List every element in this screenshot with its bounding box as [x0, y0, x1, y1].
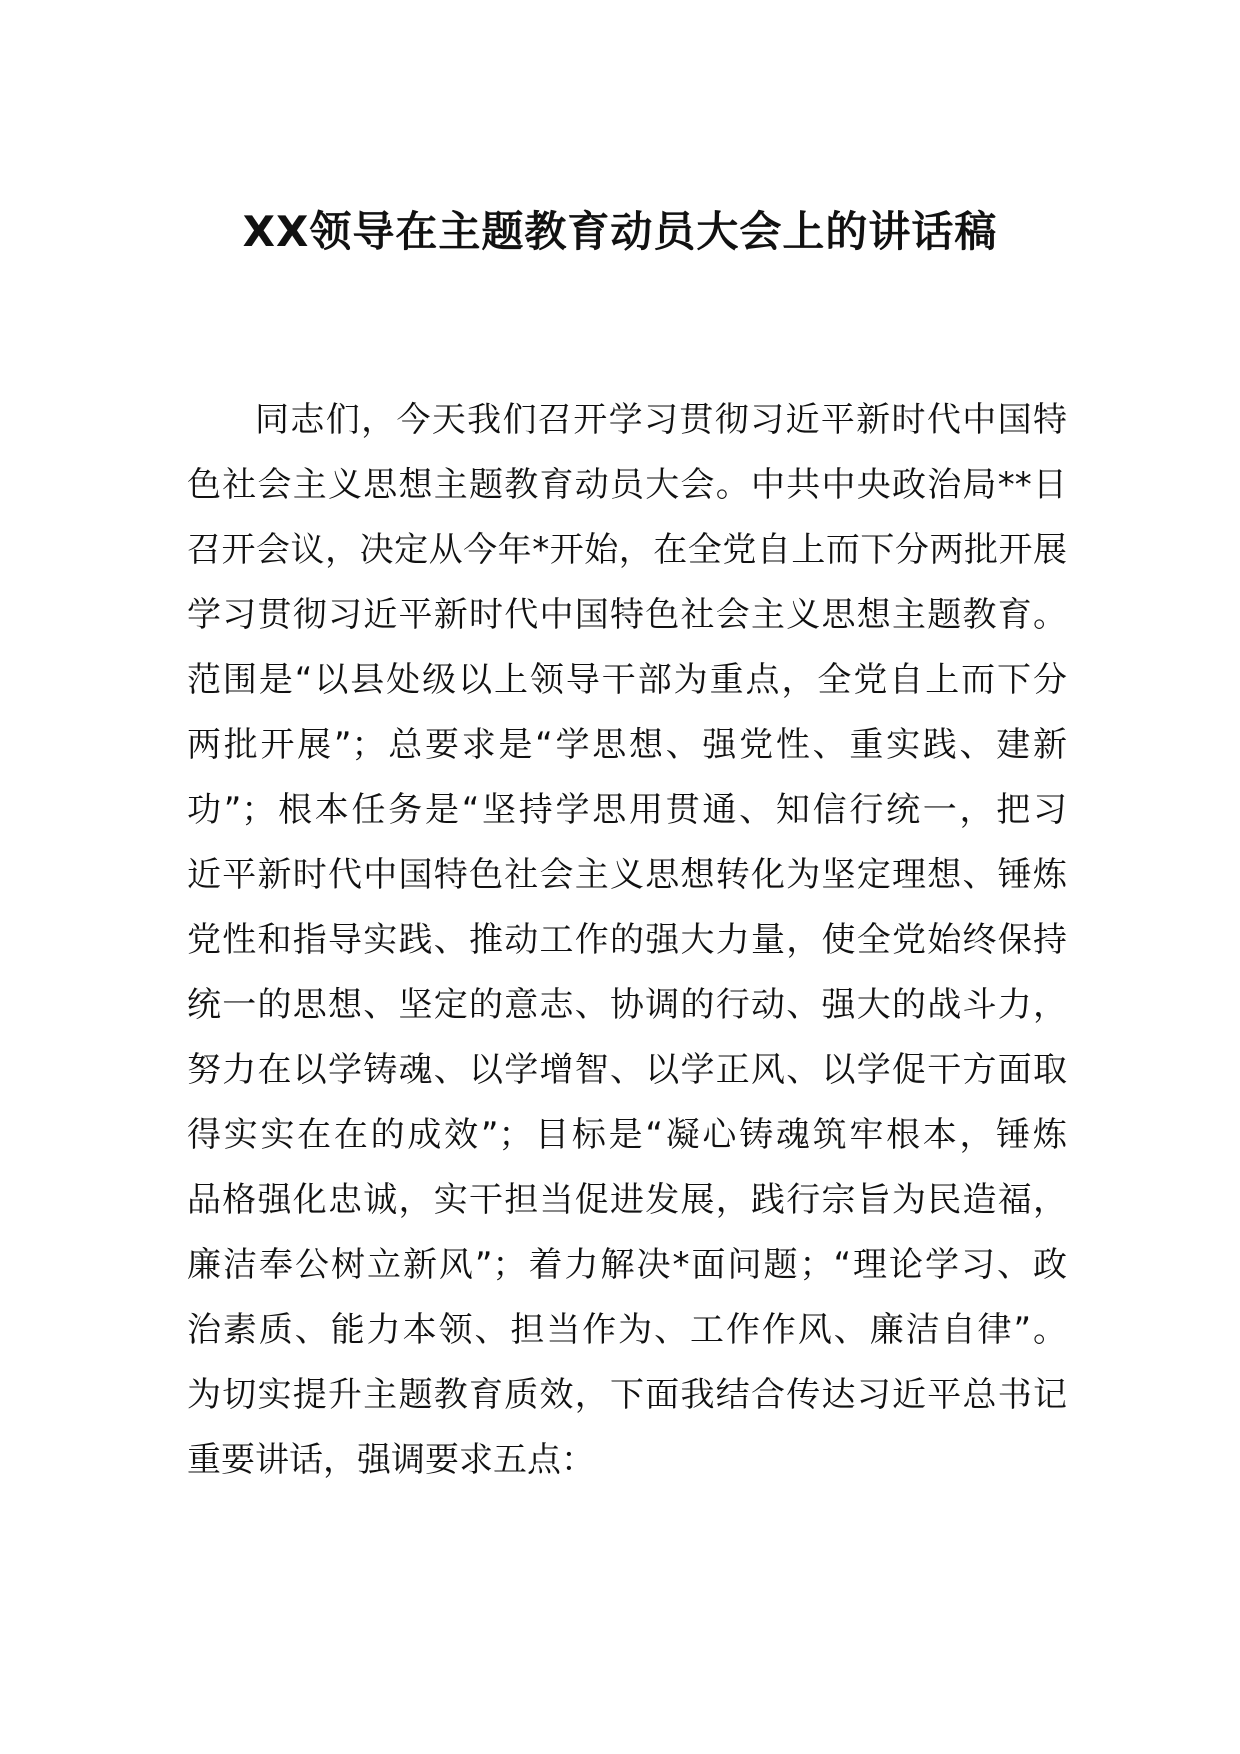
paragraph-line: 学习贯彻习近平新时代中国特色社会主义思想主题教育。: [187, 595, 1067, 635]
paragraph-line: 品格强化忠诚，实干担当促进发展，践行宗旨为民造福，: [187, 1180, 1067, 1220]
paragraph-line: 功”；根本任务是“坚持学思用贯通、知信行统一，把习: [187, 790, 1067, 830]
paragraph-line: 治素质、能力本领、担当作为、工作作风、廉洁自律”。: [187, 1310, 1067, 1350]
paragraph-line: 统一的思想、坚定的意志、协调的行动、强大的战斗力，: [187, 985, 1067, 1025]
paragraph-line: 召开会议，决定从今年*开始，在全党自上而下分两批开展: [187, 530, 1067, 570]
paragraph-line: 近平新时代中国特色社会主义思想转化为坚定理想、锤炼: [187, 855, 1067, 895]
paragraph-line: 为切实提升主题教育质效，下面我结合传达习近平总书记: [187, 1375, 1067, 1415]
paragraph-line: 重要讲话，强调要求五点：: [187, 1440, 595, 1480]
paragraph-line: 色社会主义思想主题教育动员大会。中共中央政治局**日: [187, 465, 1067, 505]
document-paragraph: [187, 388, 1067, 1493]
paragraph-line: 廉洁奉公树立新风”；着力解决*面问题；“理论学习、政: [187, 1245, 1067, 1285]
paragraph-line: 范围是“以县处级以上领导干部为重点，全党自上而下分: [187, 660, 1067, 700]
document-title: XX领导在主题教育动员大会上的讲话稿: [242, 207, 998, 256]
paragraph-line: 两批开展”；总要求是“学思想、强党性、重实践、建新: [187, 725, 1067, 765]
paragraph-line: 得实实在在的成效”；目标是“凝心铸魂筑牢根本，锤炼: [187, 1115, 1067, 1155]
paragraph-line: 党性和指导实践、推动工作的强大力量，使全党始终保持: [187, 920, 1067, 960]
paragraph-line: 努力在以学铸魂、以学增智、以学正风、以学促干方面取: [187, 1050, 1067, 1090]
paragraph-line: 同志们，今天我们召开学习贯彻习近平新时代中国特: [255, 400, 1067, 440]
